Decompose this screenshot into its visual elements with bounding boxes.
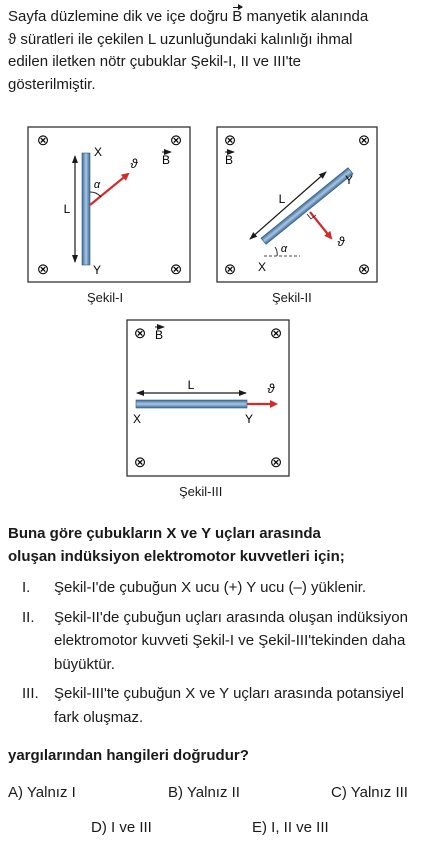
statement-text: Şekil-II'de çubuğun uçları arasında oluşan indüksiyon elektromotor kuvveti Şekil-I ve Şekil-III'tekinden daha büyüktür. [54, 608, 408, 673]
field-label [162, 152, 171, 167]
figure-1 [28, 127, 190, 282]
end-y-label: Y [92, 263, 102, 277]
intro-text-3: ϑ süratleri ile çekilen L uzunluğundaki kalınlığı ihmal [8, 30, 353, 48]
figure-3 [127, 320, 289, 476]
statement-number: I. [22, 579, 31, 596]
field-b-label: B [154, 328, 164, 342]
figure-1-frame [28, 127, 190, 282]
statement-text: Şekil-I'de çubuğun X ucu (+) Y ucu (–) yüklenir. [54, 579, 367, 596]
statement-2 [8, 606, 428, 677]
option-e[interactable]: E) I, II ve III [252, 819, 329, 836]
statement-3 [8, 682, 428, 729]
field-b-label: B [224, 153, 234, 167]
velocity-label: ϑ [130, 156, 138, 171]
angle-arc [275, 247, 277, 256]
question-closing: yargılarından hangileri doğrudur? [8, 747, 249, 764]
length-dimension [250, 172, 326, 239]
into-page-icon: ⊗ [357, 261, 371, 278]
into-page-icon: ⊗ [133, 325, 147, 342]
angle-label: α [280, 243, 288, 255]
length-label: L [63, 202, 71, 216]
into-page-icon: ⊗ [36, 261, 50, 278]
into-page-icon: ⊗ [36, 132, 50, 149]
into-page-icon: ⊗ [223, 261, 237, 278]
field-b-label: B [161, 153, 171, 167]
angle-label: α [93, 179, 101, 191]
rod [82, 153, 90, 265]
into-page-icon: ⊗ [269, 454, 283, 471]
statement-1 [8, 576, 428, 600]
magnetic-field-vector: B [232, 6, 242, 29]
question-line-1: Buna göre çubukların X ve Y uçları arasında [8, 525, 321, 542]
figure-2-frame [217, 127, 377, 282]
rod [261, 168, 353, 245]
into-page-icon: ⊗ [223, 132, 237, 149]
intro-text-2: manyetik alanında [246, 8, 369, 25]
option-d[interactable]: D) I ve III [91, 819, 152, 836]
end-x-label: X [257, 260, 267, 274]
caption-figure-1: Şekil-I [87, 290, 124, 305]
caption-figure-3: Şekil-III [179, 484, 223, 499]
rod [136, 400, 247, 408]
statement-number: III. [22, 685, 39, 702]
figure-3-frame [127, 320, 289, 476]
intro-text-5: gösterilmiştir. [8, 75, 96, 93]
figure-2 [217, 127, 377, 282]
into-page-icon: ⊗ [133, 454, 147, 471]
question-stem [8, 522, 428, 568]
into-page-icon: ⊗ [269, 325, 283, 342]
intro-text-1: Sayfa düzlemine dik ve içe doğru [8, 8, 229, 25]
option-b[interactable]: B) Yalnız II [168, 784, 240, 801]
question-line-2: oluşan indüksiyon elektromotor kuvvetleri için; [8, 548, 345, 565]
end-y-label: Y [244, 412, 254, 426]
length-label: L [278, 192, 286, 206]
into-page-icon: ⊗ [169, 261, 183, 278]
length-label: L [187, 378, 195, 392]
end-x-label: X [132, 412, 142, 426]
velocity-arrow [310, 212, 331, 238]
into-page-icon: ⊗ [357, 132, 371, 149]
intro-text-4: edilen iletken nötr çubuklar Şekil-I, II ve III'te [8, 53, 302, 70]
statement-text: Şekil-III'te çubuğun X ve Y uçları arasında potansiyel fark oluşmaz. [54, 685, 405, 726]
field-label [155, 327, 164, 342]
into-page-icon: ⊗ [169, 132, 183, 149]
statement-list [8, 576, 428, 735]
velocity-label: ϑ [267, 381, 275, 396]
statement-number: II. [22, 608, 35, 626]
option-c[interactable]: C) Yalnız III [331, 784, 408, 801]
velocity-label: ϑ [337, 234, 345, 249]
caption-figure-2: Şekil-II [272, 290, 312, 305]
end-x-label: X [93, 145, 103, 159]
field-label [225, 152, 234, 167]
end-y-label: Y [344, 173, 354, 187]
option-a[interactable]: A) Yalnız I [8, 784, 76, 801]
